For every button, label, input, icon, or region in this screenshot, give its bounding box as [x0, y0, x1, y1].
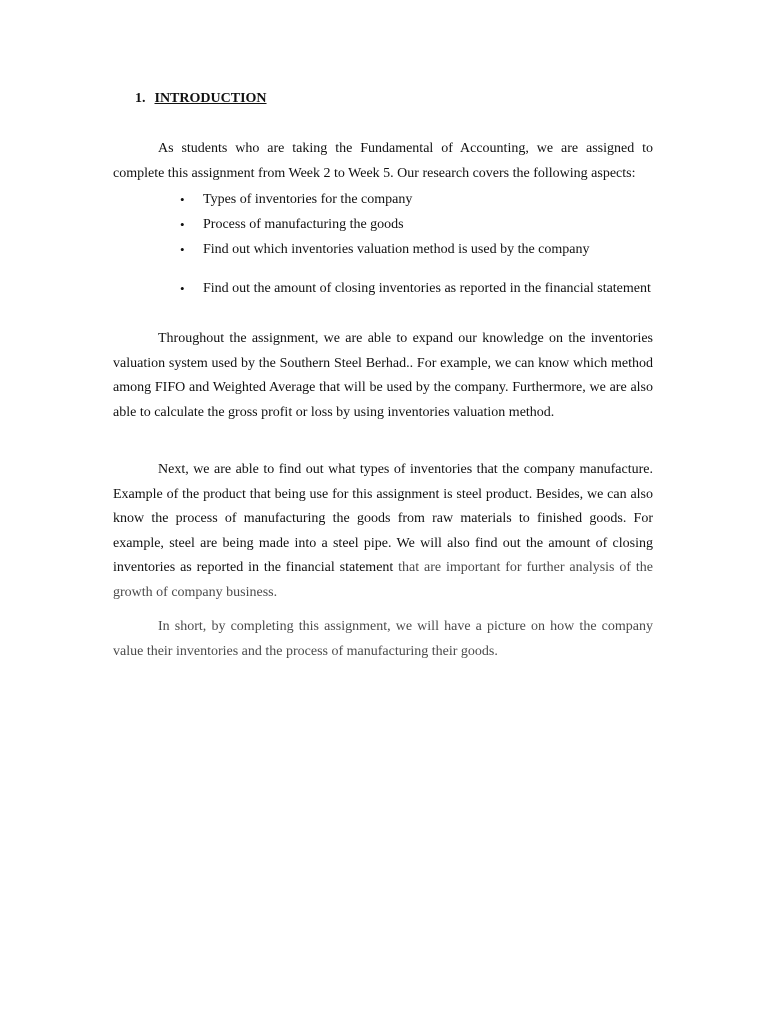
paragraph-3-gray-text: that are important for further analysis of the growth of company business.: [113, 560, 653, 600]
section-number: 1.: [135, 91, 146, 106]
section-title: INTRODUCTION: [154, 91, 267, 106]
list-item-text: Find out the amount of closing inventories as reported in the financial statement: [203, 281, 651, 296]
list-item-text: Types of inventories for the company: [203, 192, 413, 207]
paragraph-3-main-text: Next, we are able to find out what types of inventories that the company manufacture. Example of the product that being use for this assignment is steel product. Besides, we can also know the process of manufacturing the goods from raw materials to finished goods. For example, steel are being made into a steel pipe. We will also find out the amount of closing inventories as reported in the financial statement: [113, 462, 653, 575]
list-item: [180, 212, 651, 237]
list-item: [180, 276, 651, 301]
body-paragraph-2: Throughout the assignment, we are able to expand our knowledge on the inventories valuation system used by the Southern Steel Berhad.. For example, we can know which method among FIFO and Weighted Average that will be used by the company. Furthermore, we are also able to calculate the gross profit or loss by using inventories valuation method.: [113, 331, 653, 420]
bullet-icon: •: [180, 217, 185, 232]
bullet-icon: •: [180, 281, 185, 296]
intro-paragraph: As students who are taking the Fundamental of Accounting, we are assigned to complete this assignment from Week 2 to Week 5. Our research covers the following aspects:: [113, 141, 653, 181]
list-item-text: Find out which inventories valuation method is used by the company: [203, 242, 590, 257]
list-item: [180, 187, 651, 212]
list-item-text: Process of manufacturing the goods: [203, 217, 404, 232]
list-item: [180, 237, 651, 262]
section-heading: [135, 91, 267, 107]
bullet-icon: •: [180, 192, 185, 207]
aspects-list: [180, 187, 651, 301]
body-paragraph-3: [113, 458, 653, 605]
bullet-icon: •: [180, 242, 185, 257]
body-paragraph-4: In short, by completing this assignment, we will have a picture on how the company value their inventories and the process of manufacturing their goods.: [113, 619, 653, 659]
